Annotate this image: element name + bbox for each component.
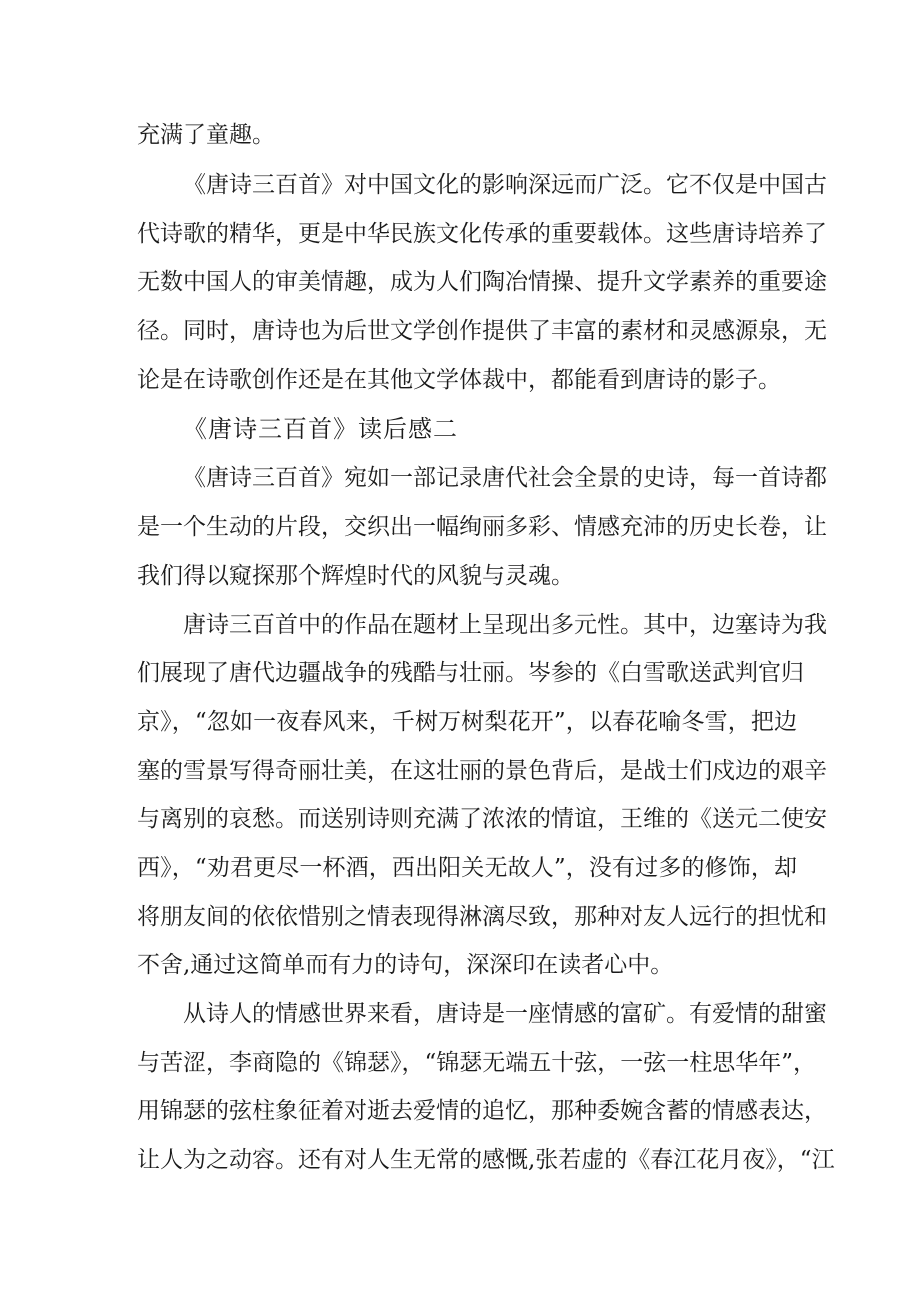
paragraph-line: 与离别的哀愁。而送别诗则充满了浓浓的情谊，王维的《送元二使安 <box>137 806 827 832</box>
paragraph-line: 不舍,通过这简单而有力的诗句，深深印在读者心中。 <box>137 952 674 978</box>
paragraph-line: 从诗人的情感世界来看，唐诗是一座情感的富矿。有爱情的甜蜜 <box>183 1001 827 1027</box>
paragraph-line: 将朋友间的依依惜别之情表现得淋漓尽致，那种对友人远行的担忧和 <box>137 904 827 930</box>
paragraph-line: 们展现了唐代边疆战争的残酷与壮丽。岑参的《白雪歌送武判官归 <box>137 660 804 686</box>
paragraph-line: 《唐诗三百首》对中国文化的影响深远而广泛。它不仅是中国古 <box>183 172 827 198</box>
paragraph-line: 让人为之动容。还有对人生无常的感慨,张若虚的《春江花月夜》，“江 <box>137 1147 835 1173</box>
paragraph-line: 《唐诗三百首》宛如一部记录唐代社会全景的史诗，每一首诗都 <box>183 465 827 491</box>
paragraph-line: 用锦瑟的弦柱象征着对逝去爱情的追忆，那种委婉含蓄的情感表达， <box>137 1098 827 1124</box>
paragraph-line: 充满了童趣。 <box>137 122 275 148</box>
paragraph-line: 无数中国人的审美情趣，成为人们陶冶情操、提升文学素养的重要途 <box>137 269 827 295</box>
paragraph-line: 与苦涩，李商隐的《锦瑟》，“锦瑟无端五十弦，一弦一柱思华年”， <box>137 1050 817 1076</box>
paragraph-line: 是一个生动的片段，交织出一幅绚丽多彩、情感充沛的历史长卷，让 <box>137 514 827 540</box>
paragraph-line: 径。同时，唐诗也为后世文学创作提供了丰富的素材和灵感源泉，无 <box>137 318 827 344</box>
paragraph-line: 代诗歌的精华，更是中华民族文化传承的重要载体。这些唐诗培养了 <box>137 221 827 247</box>
paragraph-line: 唐诗三百首中的作品在题材上呈现出多元性。其中，边塞诗为我 <box>183 612 827 638</box>
paragraph-line: 京》，“忽如一夜春风来，千树万树梨花开”，以春花喻冬雪，把边 <box>137 709 797 735</box>
paragraph-line: 论是在诗歌创作还是在其他文学体裁中，都能看到唐诗的影子。 <box>137 367 781 393</box>
paragraph-line: 我们得以窥探那个辉煌时代的风貌与灵魂。 <box>137 563 574 589</box>
paragraph-line: 西》，“劝君更尽一杯酒，西出阳关无故人”，没有过多的修饰，却 <box>137 855 797 881</box>
paragraph-line: 塞的雪景写得奇丽壮美，在这壮丽的景色背后，是战士们戍边的艰辛 <box>137 758 827 784</box>
section-heading: 《唐诗三百首》读后感二 <box>183 415 458 443</box>
